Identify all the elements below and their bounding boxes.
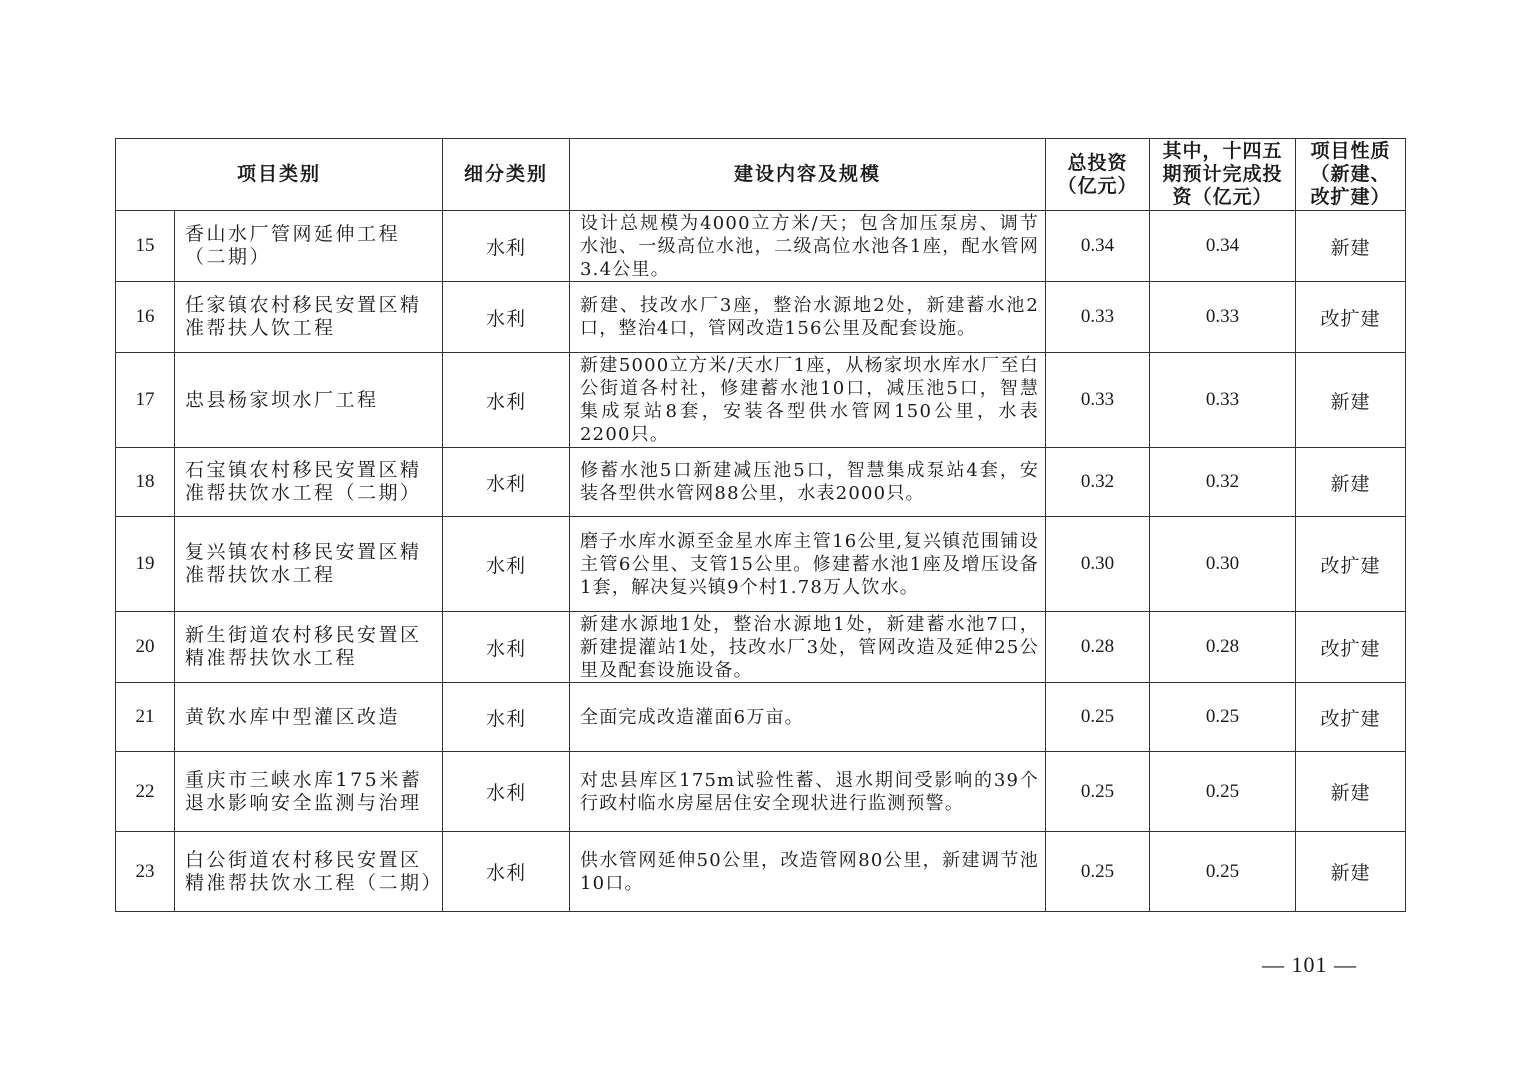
project-content: 对忠县库区175m试验性蓄、退水期间受影响的39个行政村临水房屋居住安全现状进行监测预警。 bbox=[570, 752, 1046, 832]
project-name: 黄钦水库中型灌区改造 bbox=[175, 683, 443, 752]
plan-investment: 0.33 bbox=[1150, 282, 1296, 353]
total-investment: 0.34 bbox=[1046, 211, 1150, 282]
table-row bbox=[116, 683, 1406, 752]
row-number: 22 bbox=[116, 752, 175, 832]
project-name: 白公街道农村移民安置区精准帮扶饮水工程（二期） bbox=[175, 832, 443, 912]
project-name: 重庆市三峡水库175米蓄退水影响安全监测与治理 bbox=[175, 752, 443, 832]
row-number: 17 bbox=[116, 353, 175, 448]
project-nature: 改扩建 bbox=[1296, 683, 1406, 752]
project-content: 新建水源地1处，整治水源地1处，新建蓄水池7口，新建提灌站1处，技改水厂3处，管网改造及延伸25公里及配套设施设备。 bbox=[570, 612, 1046, 683]
plan-investment: 0.34 bbox=[1150, 211, 1296, 282]
total-investment: 0.33 bbox=[1046, 282, 1150, 353]
project-name: 石宝镇农村移民安置区精准帮扶饮水工程（二期） bbox=[175, 448, 443, 517]
project-name: 忠县杨家坝水厂工程 bbox=[175, 353, 443, 448]
table-row bbox=[116, 752, 1406, 832]
plan-investment: 0.25 bbox=[1150, 752, 1296, 832]
row-number: 19 bbox=[116, 517, 175, 612]
project-nature: 新建 bbox=[1296, 211, 1406, 282]
total-investment: 0.30 bbox=[1046, 517, 1150, 612]
table-row bbox=[116, 448, 1406, 517]
row-number: 16 bbox=[116, 282, 175, 353]
plan-investment: 0.33 bbox=[1150, 353, 1296, 448]
project-content: 全面完成改造灌面6万亩。 bbox=[570, 683, 1046, 752]
project-subcategory: 水利 bbox=[443, 752, 570, 832]
project-name: 任家镇农村移民安置区精准帮扶人饮工程 bbox=[175, 282, 443, 353]
project-table bbox=[115, 138, 1406, 912]
total-investment: 0.33 bbox=[1046, 353, 1150, 448]
table-row bbox=[116, 612, 1406, 683]
project-name: 新生街道农村移民安置区精准帮扶饮水工程 bbox=[175, 612, 443, 683]
total-investment: 0.25 bbox=[1046, 832, 1150, 912]
row-number: 18 bbox=[116, 448, 175, 517]
header-total-investment: 总投资（亿元） bbox=[1046, 139, 1150, 211]
total-investment: 0.25 bbox=[1046, 752, 1150, 832]
project-nature: 改扩建 bbox=[1296, 517, 1406, 612]
plan-investment: 0.25 bbox=[1150, 832, 1296, 912]
project-subcategory: 水利 bbox=[443, 353, 570, 448]
project-name: 香山水厂管网延伸工程（二期） bbox=[175, 211, 443, 282]
table-row bbox=[116, 211, 1406, 282]
page-number: — 101 — bbox=[1262, 952, 1357, 977]
project-subcategory: 水利 bbox=[443, 211, 570, 282]
header-plan-investment: 其中，十四五期预计完成投资（亿元） bbox=[1150, 139, 1296, 211]
total-investment: 0.32 bbox=[1046, 448, 1150, 517]
row-number: 20 bbox=[116, 612, 175, 683]
total-investment: 0.28 bbox=[1046, 612, 1150, 683]
row-number: 23 bbox=[116, 832, 175, 912]
project-subcategory: 水利 bbox=[443, 448, 570, 517]
row-number: 15 bbox=[116, 211, 175, 282]
total-investment: 0.25 bbox=[1046, 683, 1150, 752]
header-nature: 项目性质（新建、改扩建） bbox=[1296, 139, 1406, 211]
project-subcategory: 水利 bbox=[443, 832, 570, 912]
project-nature: 新建 bbox=[1296, 832, 1406, 912]
table-row bbox=[116, 832, 1406, 912]
header-subcategory: 细分类别 bbox=[443, 139, 570, 211]
plan-investment: 0.32 bbox=[1150, 448, 1296, 517]
project-subcategory: 水利 bbox=[443, 517, 570, 612]
table-row bbox=[116, 517, 1406, 612]
project-nature: 新建 bbox=[1296, 353, 1406, 448]
plan-investment: 0.28 bbox=[1150, 612, 1296, 683]
project-content: 新建5000立方米/天水厂1座，从杨家坝水库水厂至白公街道各村社，修建蓄水池10口，减压池5口，智慧集成泵站8套，安装各型供水管网150公里，水表2200只。 bbox=[570, 353, 1046, 448]
project-nature: 改扩建 bbox=[1296, 612, 1406, 683]
table-row bbox=[116, 282, 1406, 353]
header-content: 建设内容及规模 bbox=[570, 139, 1046, 211]
project-nature: 改扩建 bbox=[1296, 282, 1406, 353]
header-row bbox=[116, 139, 1406, 211]
project-subcategory: 水利 bbox=[443, 612, 570, 683]
header-category: 项目类别 bbox=[116, 139, 443, 211]
project-nature: 新建 bbox=[1296, 752, 1406, 832]
plan-investment: 0.25 bbox=[1150, 683, 1296, 752]
table-row bbox=[116, 353, 1406, 448]
plan-investment: 0.30 bbox=[1150, 517, 1296, 612]
project-content: 磨子水库水源至金星水库主管16公里,复兴镇范围铺设主管6公里、支管15公里。修建蓄水池1座及增压设备1套，解决复兴镇9个村1.78万人饮水。 bbox=[570, 517, 1046, 612]
row-number: 21 bbox=[116, 683, 175, 752]
project-content: 修蓄水池5口新建减压池5口，智慧集成泵站4套，安装各型供水管网88公里，水表2000只。 bbox=[570, 448, 1046, 517]
project-subcategory: 水利 bbox=[443, 282, 570, 353]
project-subcategory: 水利 bbox=[443, 683, 570, 752]
project-nature: 新建 bbox=[1296, 448, 1406, 517]
project-content: 供水管网延伸50公里，改造管网80公里，新建调节池10口。 bbox=[570, 832, 1046, 912]
project-content: 设计总规模为4000立方米/天；包含加压泵房、调节水池、一级高位水池，二级高位水池各1座，配水管网3.4公里。 bbox=[570, 211, 1046, 282]
project-content: 新建、技改水厂3座，整治水源地2处，新建蓄水池2口，整治4口，管网改造156公里及配套设施。 bbox=[570, 282, 1046, 353]
project-name: 复兴镇农村移民安置区精准帮扶饮水工程 bbox=[175, 517, 443, 612]
